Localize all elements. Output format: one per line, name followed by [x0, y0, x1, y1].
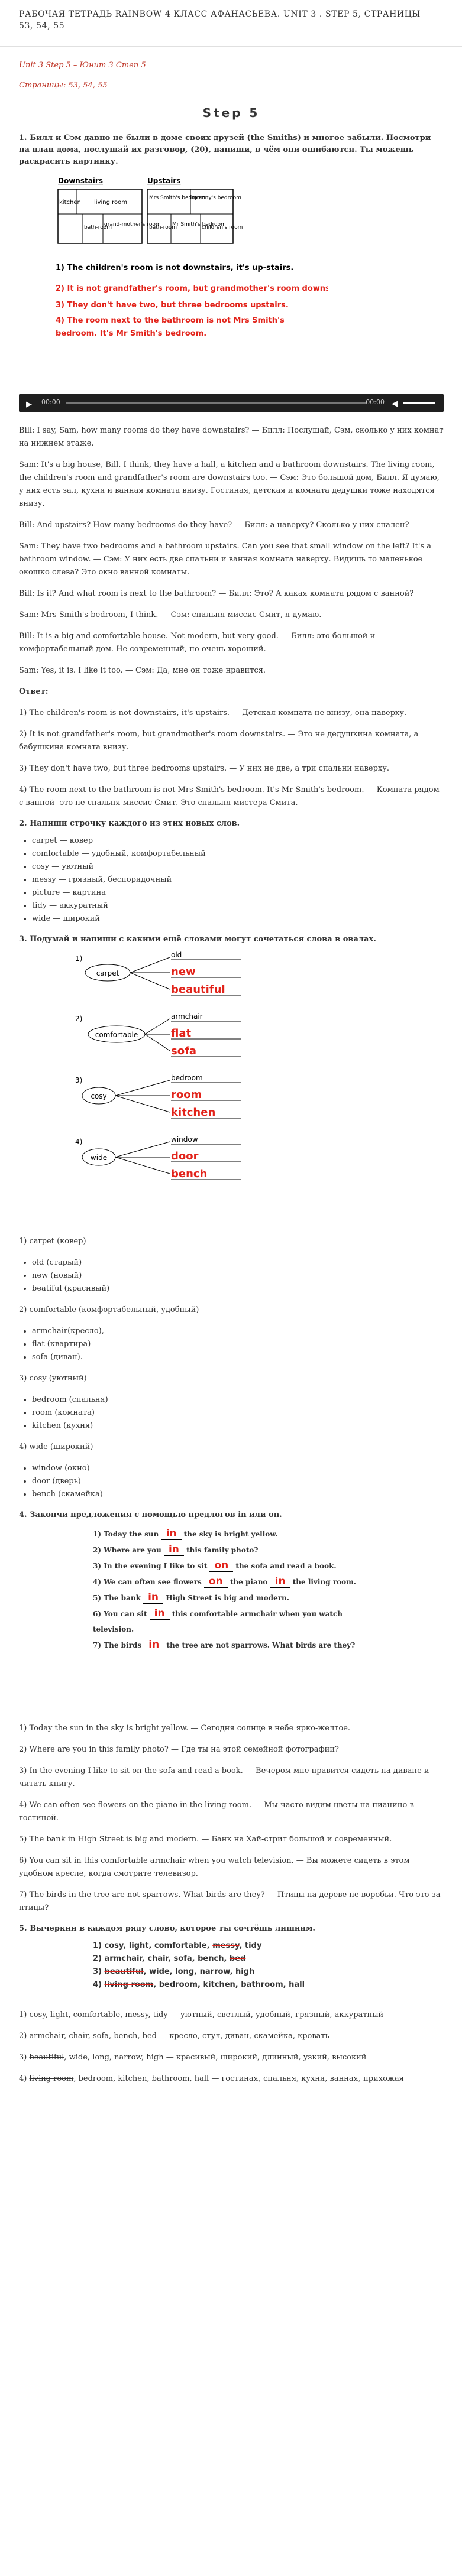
row-number: 4) [93, 1980, 105, 1989]
room-bath-down: bath-room [84, 225, 112, 230]
group-title: 3) cosy (уютный) [19, 1374, 87, 1383]
answer-line [19, 2073, 444, 2086]
fill-line [93, 1558, 365, 1574]
list-item: • window (окно) [32, 1462, 444, 1475]
list-item: • cosy — уютный [32, 860, 444, 873]
audio-time-current: 00:00 [41, 398, 60, 406]
filled-preposition: on [209, 1560, 233, 1572]
line-number: 6) [93, 1610, 104, 1618]
svg-text:3): 3) [75, 1076, 83, 1084]
dialogue-line: Bill: And upstairs? How many bedrooms do they have? — Билл: а наверху? Сколько у них спален? [19, 521, 409, 530]
svg-text:1): 1) [75, 954, 83, 963]
odd-row [93, 1940, 389, 1953]
line-number: 2) [93, 1546, 104, 1554]
list-item: • messy — грязный, беспорядочный [32, 873, 444, 886]
task2-title: 2. Напиши строчку каждого из этих новых слов. [19, 819, 240, 828]
given-word: armchair [171, 1012, 203, 1021]
list-item: • sofa (диван). [32, 1351, 444, 1364]
label-upstairs: Upstairs [147, 177, 181, 185]
room-kitchen: kitchen [59, 199, 81, 206]
row-number: 2) [93, 1954, 105, 1963]
crossed-word: messy [125, 2010, 148, 2019]
fill-line [93, 1526, 365, 1542]
answer-line [19, 2051, 444, 2064]
group-list [19, 1325, 444, 1364]
ovals-image [75, 950, 329, 1228]
audio-player[interactable] [19, 394, 444, 412]
crossed-word: living room [104, 1980, 154, 1989]
given-word: bedroom [171, 1074, 203, 1082]
meta-unit-step: Unit 3 Step 5 – Юнит 3 Степ 5 [19, 61, 146, 70]
added-word: beautiful [171, 983, 225, 996]
fill-line [93, 1590, 365, 1606]
crossed-word: messy [212, 1941, 240, 1950]
volume-icon[interactable]: ◀ [392, 399, 398, 408]
house-plan-image [50, 173, 328, 385]
room-granny: granny's bedroom [193, 195, 241, 201]
added-word: door [171, 1150, 199, 1162]
volume-slider[interactable] [403, 402, 435, 404]
line-text: the sofa and read a book. [233, 1562, 337, 1570]
play-icon[interactable]: ▶ [26, 400, 32, 409]
line-number: 5) [93, 1594, 104, 1602]
task3-title: 3. Подумай и напиши с какими ещё словами могут сочетаться слова в овалах. [19, 935, 376, 944]
answer-line: 2) Where are you in this family photo? — Где ты на этой семейной фотографии? [19, 1745, 339, 1754]
room-bath-up: bath-room [149, 225, 177, 230]
list-item: • picture — картина [32, 886, 444, 899]
plan-sentence-4: 4) The room next to the bathroom is not Mrs Smith's bedroom. It's Mr Smith's bedroom. [56, 316, 285, 338]
list-item: • room (комната) [32, 1406, 444, 1419]
given-word: window [171, 1135, 198, 1144]
room-children: children's room [202, 225, 243, 230]
row-words: armchair, chair, sofa, bench, [104, 1954, 230, 1963]
odd-row [93, 1966, 389, 1979]
answer-text: 2) armchair, chair, sofa, bench, [19, 2032, 143, 2041]
meta-pages: Страницы: 53, 54, 55 [19, 81, 108, 90]
fill-in-image [93, 1526, 365, 1715]
plan-sentence-1: 1) The children's room is not downstairs, it's up-stairs. [56, 264, 294, 272]
odd-row [93, 1979, 389, 1992]
added-word: sofa [171, 1045, 197, 1057]
list-item: • tidy — аккуратный [32, 899, 444, 912]
dialogue-line: Bill: I say, Sam, how many rooms do they have downstairs? — Билл: Послушай, Сэм, сколько у них комнат на нижнем этаже. [19, 426, 444, 448]
answer-text: — кресло, стул, диван, скамейка, кровать [156, 2032, 329, 2041]
group-title: 1) carpet (ковер) [19, 1237, 86, 1246]
added-word: new [171, 966, 196, 978]
dialogue-line: Bill: Is it? And what room is next to the bathroom? — Билл: Это? А какая комната рядом с ванной? [19, 589, 414, 598]
answer-text: , wide, long, narrow, high — красивый, широкий, длинный, узкий, высокий [64, 2053, 367, 2062]
oval-word: comfortable [95, 1031, 138, 1039]
line-text: Where are you [104, 1546, 164, 1554]
line-text: You can sit [104, 1610, 150, 1618]
added-word: room [171, 1089, 202, 1101]
oval-word: cosy [91, 1092, 107, 1100]
filled-preposition: in [164, 1544, 184, 1556]
row-number: 3) [93, 1967, 105, 1976]
dialogue-line: Bill: It is a big and comfortable house. Not modern, but very good. — Билл: это большой и комфортабельный дом. Не современный, но очень хороший. [19, 632, 376, 654]
line-number: 3) [93, 1562, 104, 1570]
added-word: kitchen [171, 1106, 216, 1119]
crossed-word: bed [142, 2032, 157, 2041]
answer-line: 2) It is not grandfather's room, but grandmother's room downstairs. — Это не дедушкина комната, а бабушкина комната внизу. [19, 730, 419, 752]
answer-text: 1) cosy, light, comfortable, [19, 2010, 125, 2019]
answer-label: Ответ: [19, 687, 49, 696]
ovals-svg [75, 950, 329, 1228]
task5-title: 5. Вычеркни в каждом ряду слово, которое ты сочтёшь лишним. [19, 1924, 315, 1933]
post-content [19, 59, 444, 2094]
answer-line: 3) In the evening I like to sit on the sofa and read a book. — Вечером мне нравится сидеть на диване и читать книгу. [19, 1766, 429, 1788]
list-item: • bench (скамейка) [32, 1488, 444, 1501]
filled-preposition: in [270, 1576, 290, 1588]
odd-word-image [93, 1940, 389, 2002]
line-text: the living room. [290, 1578, 356, 1586]
svg-text:2): 2) [75, 1015, 83, 1023]
plan-sentence-3: 3) They don't have two, but three bedrooms upstairs. [56, 301, 289, 310]
dialogue-line: Sam: They have two bedrooms and a bathroom upstairs. Can you see that small window on the left? It's a bathroom window. — Сэм: У них есть две спальни и ванная комната наверху. Видишь то маленькое окошко слева? Это окно ванной комнаты. [19, 542, 432, 577]
added-word: bench [171, 1168, 208, 1180]
house-plan-svg [50, 173, 328, 385]
fill-line [93, 1606, 365, 1637]
line-number: 4) [93, 1578, 104, 1586]
added-word: flat [171, 1027, 192, 1040]
svg-text:4): 4) [75, 1138, 83, 1146]
fill-line [93, 1542, 365, 1558]
answer-text: 3) [19, 2053, 30, 2062]
line-text: Today the sun [104, 1530, 161, 1538]
crossed-word: beautiful [104, 1967, 144, 1976]
dialogue-line: Sam: Yes, it is. I like it too. — Сэм: Да, мне он тоже нравится. [19, 666, 266, 675]
audio-time-total: 00:00 [366, 398, 385, 406]
line-text: The birds [104, 1641, 144, 1649]
oval-word: wide [90, 1154, 108, 1162]
line-text: We can often see flowers [104, 1578, 204, 1586]
line-text: this family photo? [183, 1546, 259, 1554]
group-list [19, 1462, 444, 1501]
room-mrs-smith: Mrs Smith's bedroom [149, 195, 206, 201]
task4-title: 4. Закончи предложения с помощью предлогов in или on. [19, 1510, 282, 1519]
list-item: • bedroom (спальня) [32, 1393, 444, 1406]
group-list [19, 1256, 444, 1295]
row-words: , bedroom, kitchen, bathroom, hall [153, 1980, 305, 1989]
line-text: the sky is bright yellow. [181, 1530, 278, 1538]
answer-line: 5) The bank in High Street is big and modern. — Банк на Хай-стрит большой и современный. [19, 1835, 392, 1844]
list-item: • new (новый) [32, 1269, 444, 1282]
line-text: In the evening I like to sit [104, 1562, 210, 1570]
audio-progress-bar[interactable] [66, 402, 367, 404]
room-living: living room [94, 199, 127, 206]
list-item: • door (дверь) [32, 1475, 444, 1488]
answer-text: 4) [19, 2074, 30, 2083]
filled-preposition: in [143, 1591, 163, 1604]
task1-title: 1. Билл и Сэм давно не были в доме своих друзей (the Smiths) и многое забыли. Посмотри на план дома, послушай их разговор, (20), напиши, в чём они ошибаются. Ты можешь раскрасить картинку. [19, 134, 431, 166]
answer-line: 6) You can sit in this comfortable armchair when you watch television. — Вы можете сидеть в этом удобном кресле, когда смотрите телевизор. [19, 1856, 410, 1878]
room-grandmother: grand-mother's room [104, 222, 161, 228]
list-item: • beatiful (красивый) [32, 1282, 444, 1295]
room-mr-smith: Mr Smith's bedroom [172, 222, 226, 228]
list-item: • flat (квартира) [32, 1338, 444, 1351]
answer-line: 7) The birds in the tree are not sparrows. What birds are they? — Птицы на дереве не воробьи. Что это за птицы? [19, 1890, 441, 1912]
step-heading: Step 5 [202, 106, 260, 120]
task5-answers [19, 2009, 444, 2086]
line-text: this comfortable armchair when you watch television. [93, 1610, 343, 1633]
row-words: , wide, long, narrow, high [143, 1967, 255, 1976]
row-number: 1) [93, 1941, 105, 1950]
filled-preposition: on [204, 1576, 228, 1588]
answer-line: 4) The room next to the bathroom is not Mrs Smith's bedroom. It's Mr Smith's bedroom. — Комната рядом с ванной -это не спальня миссис Смит. Это спальня мистера Смита. [19, 785, 440, 807]
answer-line [19, 2009, 444, 2022]
filled-preposition: in [150, 1607, 170, 1620]
fill-line [93, 1574, 365, 1590]
answer-line: 1) Today the sun in the sky is bright yellow. — Сегодня солнце в небе ярко-желтое. [19, 1724, 351, 1733]
crossed-word: living room [29, 2074, 74, 2083]
list-item: • wide — широкий [32, 912, 444, 925]
dialogue-line: Sam: It's a big house, Bill. I think, they have a hall, a kitchen and a bathroom downstairs. The living room, the children's room and grandfather's room are downstairs too. — Сэм: Это большой дом, Билл. Я думаю, у них есть зал, кухня и ванная комната внизу. Гостиная, детская и комната дедушки тоже находятся внизу. [19, 460, 440, 508]
row-words: cosy, light, comfortable, [104, 1941, 213, 1950]
crossed-word: bed [229, 1954, 246, 1963]
filled-preposition: in [144, 1639, 164, 1651]
answer-text: , tidy — уютный, светлый, удобный, грязный, аккуратный [148, 2010, 384, 2019]
oval-word: carpet [96, 969, 119, 977]
post-title: РАБОЧАЯ ТЕТРАДЬ RAINBOW 4 КЛАСС АФАНАСЬЕВА. UNIT 3 . STEP 5, СТРАНИЦЫ 53, 54, 55 [19, 9, 421, 31]
group-title: 2) comfortable (комфортабельный, удобный) [19, 1305, 199, 1314]
list-item: • armchair(кресло), [32, 1325, 444, 1338]
list-item: • old (старый) [32, 1256, 444, 1269]
line-number: 7) [93, 1641, 104, 1649]
list-item: • comfortable — удобный, комфортабельный [32, 847, 444, 860]
answer-text: , bedroom, kitchen, bathroom, hall — гостиная, спальня, кухня, ванная, прихожая [73, 2074, 404, 2083]
line-text: The bank [104, 1594, 144, 1602]
crossed-word: beautiful [29, 2053, 64, 2062]
list-item: • carpet — ковер [32, 834, 444, 847]
answer-line: 1) The children's room is not downstairs, it's upstairs. — Детская комната не внизу, она наверху. [19, 709, 407, 717]
group-list [19, 1393, 444, 1432]
line-text: the tree are not sparrows. What birds are they? [164, 1641, 356, 1649]
odd-row [93, 1953, 389, 1966]
task2-word-list [19, 834, 444, 925]
line-text: the piano [227, 1578, 268, 1586]
answer-line: 3) They don't have two, but three bedrooms upstairs. — У них не две, а три спальни наверху. [19, 764, 390, 773]
label-downstairs: Downstairs [58, 177, 103, 185]
given-word: old [171, 951, 182, 959]
list-item: • kitchen (кухня) [32, 1419, 444, 1432]
post-header [0, 0, 462, 47]
answer-line [19, 2030, 444, 2043]
dialogue-line: Sam: Mrs Smith's bedroom, I think. — Сэм: спальня миссис Смит, я думаю. [19, 610, 322, 619]
fill-line [93, 1637, 365, 1653]
row-words: , tidy [239, 1941, 262, 1950]
group-title: 4) wide (широкий) [19, 1443, 93, 1451]
filled-preposition: in [161, 1528, 182, 1540]
answer-line: 4) We can often see flowers on the piano in the living room. — Мы часто видим цветы на пианино в гостиной. [19, 1801, 414, 1823]
line-number: 1) [93, 1530, 104, 1538]
plan-sentence-2: 2) It is not grandfather's room, but grandmother's room downstairs. [56, 284, 328, 293]
line-text: High Street is big and modern. [163, 1594, 289, 1602]
